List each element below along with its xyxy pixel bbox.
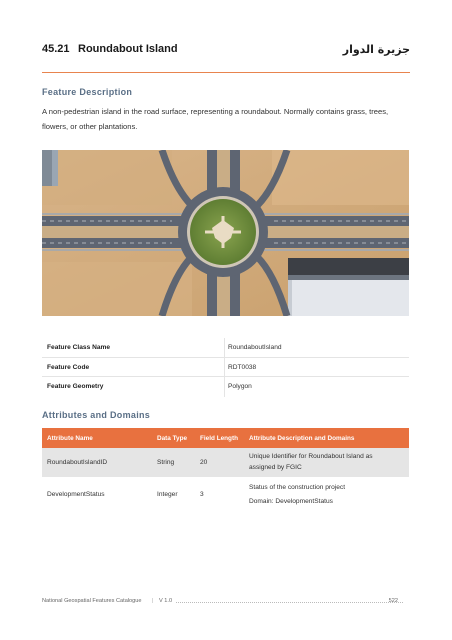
- feature-code-row: [42, 358, 409, 378]
- attribute-name-cell: DevelopmentStatus: [47, 491, 105, 498]
- feature-description-heading: Feature Description: [42, 87, 133, 97]
- data-type-cell: String: [157, 459, 175, 466]
- data-type-cell: Integer: [157, 491, 178, 498]
- feature-geometry-row: [42, 377, 409, 397]
- roundabout-aerial-photo: [42, 150, 409, 316]
- col-description: Attribute Description and Domains: [249, 434, 355, 442]
- footer-version: V 1.0: [159, 598, 173, 604]
- feature-class-name-row: [42, 338, 409, 358]
- field-length-cell: 3: [200, 491, 204, 498]
- description-line-1: Status of the construction project: [249, 484, 346, 491]
- section-header: [42, 43, 410, 57]
- table-row: [42, 448, 409, 477]
- attributes-table-header: [42, 428, 409, 448]
- feature-description-text: [42, 104, 410, 134]
- footer-leader-dots: [176, 602, 403, 603]
- table-row: [42, 477, 409, 511]
- description-line-2: Domain: DevelopmentStatus: [249, 498, 333, 505]
- description-line-2: assigned by FGIC: [249, 464, 302, 471]
- description-line-1: A non-pedestrian island in the road surface, representing a roundabout. Normally contains grass, trees,: [42, 107, 389, 116]
- col-attribute-name: Attribute Name: [47, 434, 93, 442]
- field-length-cell: 20: [200, 459, 208, 466]
- description-line-2: flowers, or other plantations.: [42, 122, 138, 131]
- feature-code-value: RDT0038: [228, 363, 257, 371]
- section-number: 45.21: [42, 43, 70, 55]
- page-footer: [42, 598, 410, 608]
- description-line-1: Unique Identifier for Roundabout Island as: [249, 453, 373, 460]
- feature-class-name-label: Feature Class Name: [47, 344, 111, 351]
- section-arabic-title: جزيرة الدوار: [342, 43, 410, 56]
- attributes-table: [42, 428, 409, 511]
- col-field-length: Field Length: [200, 434, 238, 442]
- attributes-heading: Attributes and Domains: [42, 410, 151, 420]
- footer-separator: |: [152, 598, 154, 604]
- header-rule: [42, 72, 410, 73]
- attribute-name-cell: RoundaboutIslandID: [47, 459, 108, 466]
- feature-code-label: Feature Code: [47, 363, 90, 371]
- feature-info-table: [42, 338, 409, 397]
- footer-page-number: 522: [388, 598, 398, 604]
- feature-class-name-value: RoundaboutIsland: [228, 344, 282, 351]
- col-data-type: Data Type: [157, 434, 188, 442]
- feature-geometry-label: Feature Geometry: [47, 383, 104, 390]
- feature-geometry-value: Polygon: [228, 383, 252, 390]
- footer-catalogue-name: National Geospatial Features Catalogue: [42, 598, 142, 604]
- section-title: Roundabout Island: [78, 43, 178, 55]
